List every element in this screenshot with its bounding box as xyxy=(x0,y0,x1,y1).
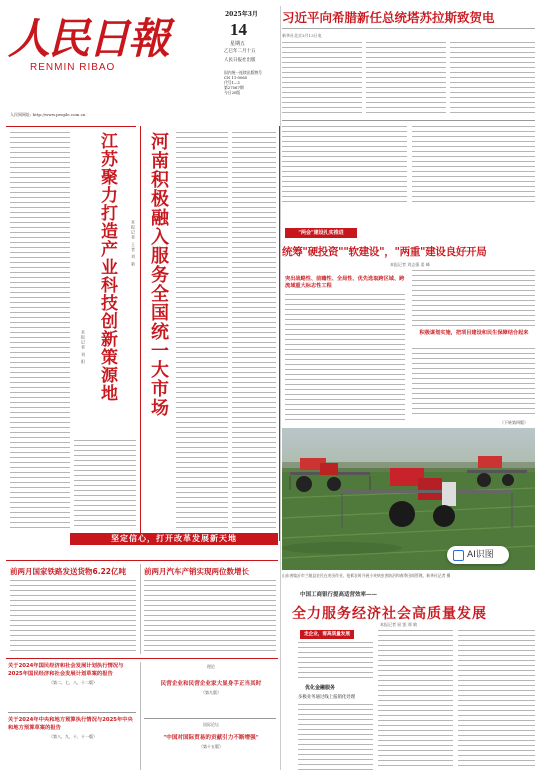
feature-byline: 本报记者 王者 刘 新 xyxy=(131,220,136,267)
left-article-title[interactable]: 江苏聚力打造产业科技创新策源地 xyxy=(97,132,117,402)
right-article-a xyxy=(282,126,407,206)
left-article-byline: 本报记者 刘 阳 xyxy=(81,330,86,365)
mid-divider xyxy=(140,564,141,654)
ai-recognize-button[interactable] xyxy=(447,546,509,564)
right-top-divider xyxy=(282,120,535,121)
center-divider xyxy=(144,718,276,719)
service-body-2 xyxy=(298,704,373,770)
feature-title[interactable]: 河南积极融入服务全国统一大市场 xyxy=(148,132,169,417)
masthead-lunar: 乙巳年二月十五 xyxy=(224,49,256,54)
code-line: 今日20版 xyxy=(224,90,241,95)
masthead-codes xyxy=(224,70,279,95)
auto-sales-title[interactable]: 前两月汽车产销实现两位数增长 xyxy=(144,567,249,576)
intl-forum-item[interactable] xyxy=(144,722,278,750)
theory-title: 民营企业和民营企业家大显身手正当其时 xyxy=(160,681,262,687)
lead-headline-title: 习近平向希腊新任总统塔苏拉斯致贺电 xyxy=(282,10,495,25)
reform-banner[interactable] xyxy=(70,533,278,545)
intl-forum-pages: （第十五版） xyxy=(199,744,223,749)
masthead-pinyin: RENMIN RIBAO xyxy=(30,62,116,73)
lianghui-body-3 xyxy=(412,348,535,418)
intl-forum-title: "中国对国际贸易的贡献引力不断增强" xyxy=(163,735,259,741)
left-body-2 xyxy=(74,440,136,530)
lianghui-tag xyxy=(285,228,357,238)
headline-dateline: 新华社北京3月13日电 xyxy=(282,33,322,38)
feature-body-1 xyxy=(176,132,228,532)
service-title[interactable]: 全力服务经济社会高质量发展 xyxy=(292,606,487,622)
lead-headline[interactable] xyxy=(282,8,537,26)
service-byline: 本报记者 屈 凯 郑 敏 xyxy=(380,622,418,627)
theory-item[interactable] xyxy=(144,664,278,696)
service-sub-1: 优化金融服务 xyxy=(305,685,336,691)
code-line: CN 11-0065 xyxy=(224,75,248,80)
ai-button-label: AI识图 xyxy=(467,550,494,560)
mid-rule xyxy=(6,560,278,561)
report-budget[interactable] xyxy=(8,716,138,740)
report-plan-pages: （第二、七、八、十二版） xyxy=(49,680,97,685)
masthead-weekday: 星期五 xyxy=(230,41,246,47)
service-body-1 xyxy=(298,642,373,682)
code-line: 代号1—1 xyxy=(224,80,241,85)
lianghui-title[interactable]: 统筹"硬投资""软建设"，"两重"建设良好开局 xyxy=(282,246,487,258)
masthead-website[interactable]: 人民网网址: http://www.people.com.cn xyxy=(10,112,86,117)
farm-photo[interactable] xyxy=(282,428,535,570)
masthead-edition: 人民日报社出版 xyxy=(224,58,256,63)
service-body-3 xyxy=(378,630,453,770)
theory-pages: （第九版） xyxy=(201,690,221,695)
photo-caption: 山东省临沂市兰陵县农民在麦田作业，抢抓农时开展小麦病虫害防治和春季田间管理。新华社记者 摄 xyxy=(282,573,451,578)
lianghui-sub1: 突出战略性、前瞻性、全局性、优先选取跨区域、跨流域重大标志性工程 xyxy=(285,276,405,289)
service-tag xyxy=(300,630,354,639)
service-sub-2: 多极业务通过线上报销化处理 xyxy=(298,695,356,700)
reform-banner-text: 坚定信心，打开改革发展新天地 xyxy=(111,534,237,543)
feature-body-2 xyxy=(232,132,276,532)
lianghui-body-2 xyxy=(412,270,535,326)
masthead-logo: 人民日報 xyxy=(8,14,169,63)
code-line: 国内统一连续出版物号 xyxy=(224,70,262,75)
lianghui-sub2: 积极谋划实施，把项目建设和民生保障结合起来 xyxy=(419,330,529,336)
auto-sales-body xyxy=(144,580,276,652)
report-plan[interactable] xyxy=(8,662,138,686)
col-divider-main xyxy=(280,6,281,770)
report-budget-pages: （第八、九、十、十一版） xyxy=(49,734,97,739)
lianghui-body-1 xyxy=(285,294,405,424)
headline-rule xyxy=(282,28,535,29)
lianghui-byline: 本报记者 刘志强 姜 峰 xyxy=(390,262,430,267)
headline-body-1 xyxy=(282,42,362,114)
service-body-4 xyxy=(458,630,535,770)
report-plan-title: 关于2024年国民经济和社会发展计划执行情况与2025年国民经济和社会发展计划草案的报告 xyxy=(8,663,124,677)
intl-forum-label: 国际论坛 xyxy=(203,722,219,727)
left-body-1 xyxy=(10,132,70,532)
rail-freight-body xyxy=(10,580,136,652)
report-divider xyxy=(8,712,136,713)
right-article-b xyxy=(412,126,535,206)
service-kicker: 中国工商银行提高适营效率—— xyxy=(300,592,378,598)
left-top-rule xyxy=(6,126,136,127)
lianghui-continued: （下转第四版） xyxy=(500,420,528,425)
bottom-rule xyxy=(6,658,278,659)
lianghui-tag-text: "两会"建设扎实推进 xyxy=(298,230,344,236)
ai-scan-icon xyxy=(453,550,464,561)
rail-freight-title[interactable]: 前两月国家铁路发送货物6.22亿吨 xyxy=(10,567,127,576)
code-line: 第27567期 xyxy=(224,85,244,90)
theory-label: 理论 xyxy=(207,664,215,669)
masthead-day: 14 xyxy=(230,20,247,39)
service-tag-text: 走企业，看高质量发展 xyxy=(304,632,350,637)
headline-body-3 xyxy=(450,42,535,114)
bottom-divider xyxy=(140,662,141,770)
masthead-date: 2025年3月 xyxy=(225,11,258,18)
report-budget-title: 关于2024年中央和地方预算执行情况与2025年中央和地方预算草案的报告 xyxy=(8,717,133,731)
headline-body-2 xyxy=(366,42,446,114)
